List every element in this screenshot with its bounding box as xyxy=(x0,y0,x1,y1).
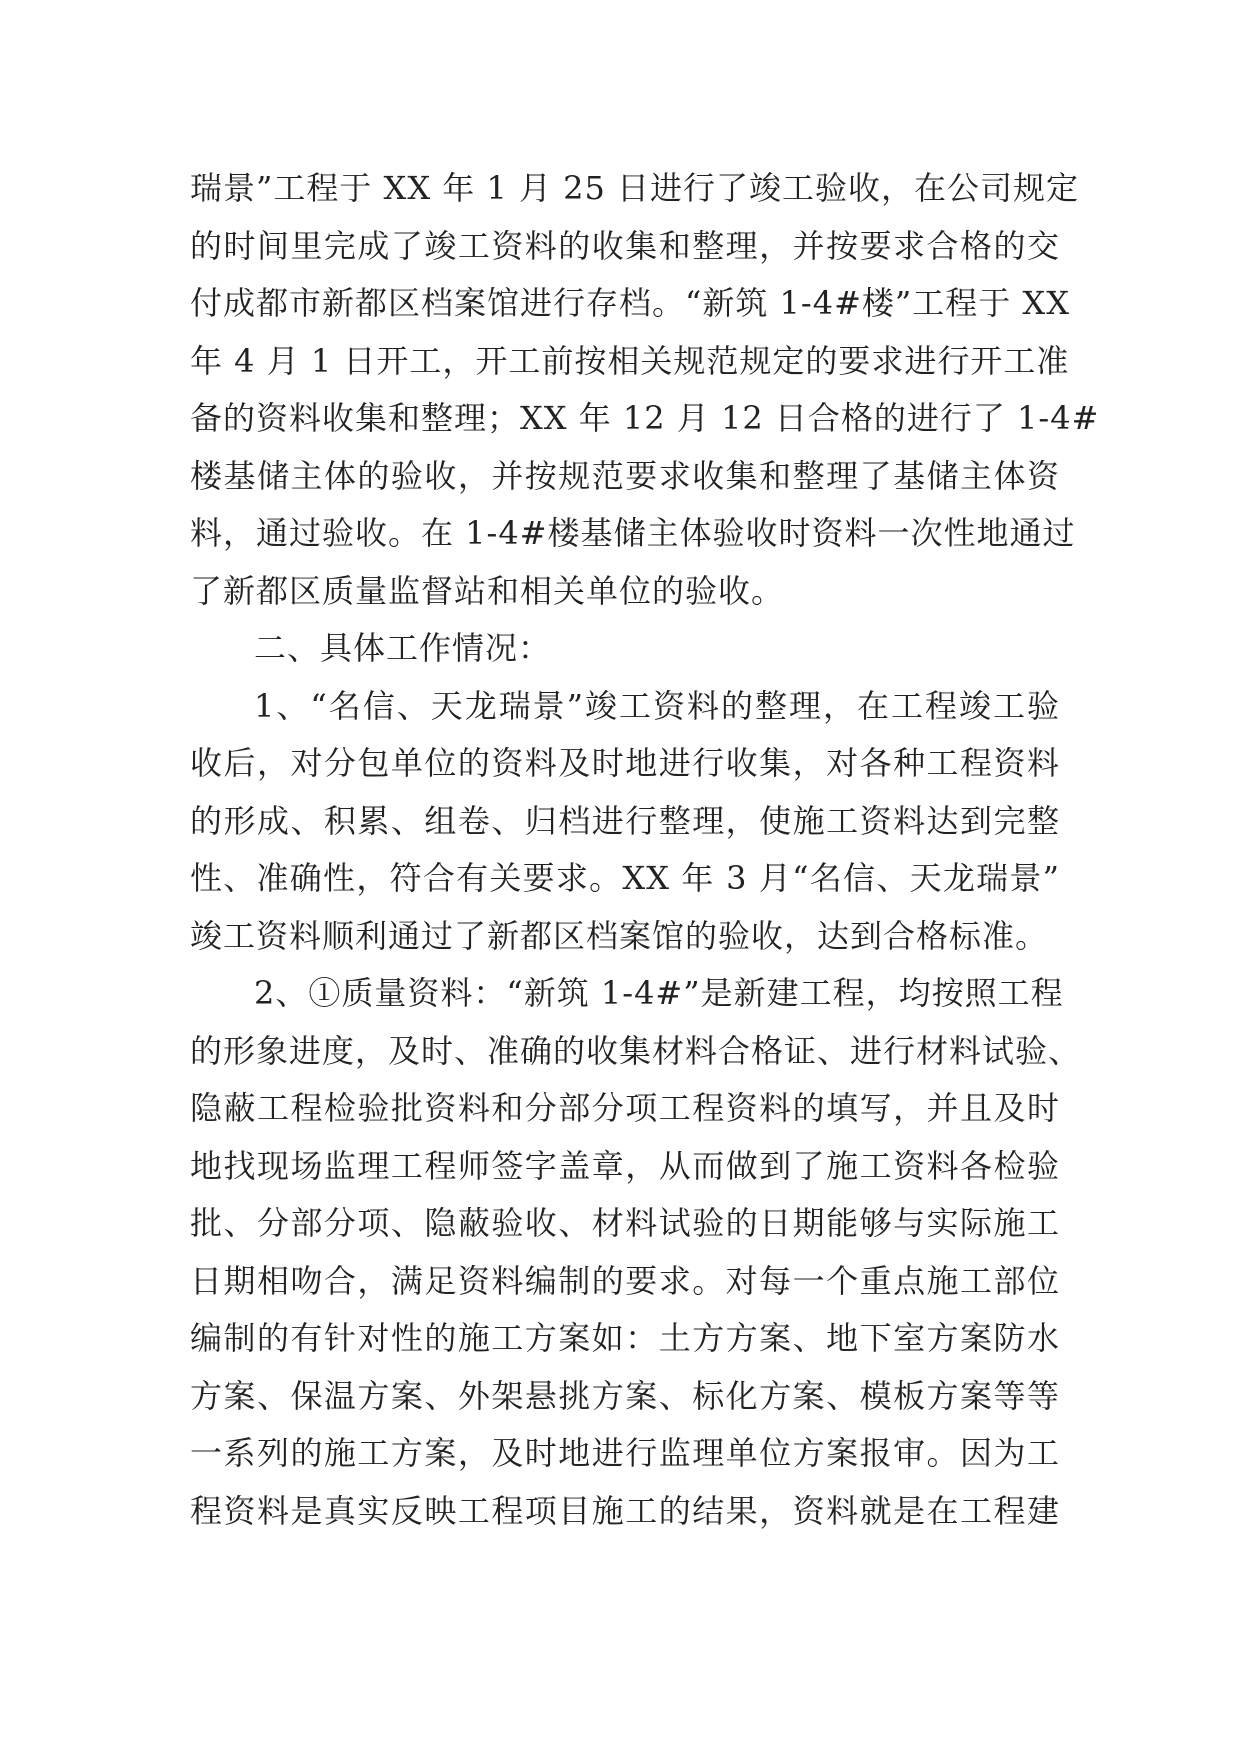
text-line: 地找现场监理工程师签字盖章，从而做到了施工资料各检验 xyxy=(190,1146,1060,1185)
text-line: 料，通过验收。在 1-4#楼基储主体验收时资料一次性地通过 xyxy=(190,514,1076,552)
text-line: 性、准确性，符合有关要求。XX 年 3 月“名信、天龙瑞景” xyxy=(190,859,1060,897)
text-line: 的形象进度，及时、准确的收集材料合格证、进行材料试验、 xyxy=(190,1031,1082,1070)
text-line: 竣工资料顺利通过了新都区档案馆的验收，达到合格标准。 xyxy=(190,916,1049,955)
document-body xyxy=(190,160,1100,1540)
text-line: 一系列的施工方案，及时地进行监理单位方案报审。因为工 xyxy=(190,1434,1060,1472)
text-line: 收后，对分包单位的资料及时地进行收集，对各种工程资料 xyxy=(190,744,1060,782)
text-line: 瑞景”工程于 XX 年 1 月 25 日进行了竣工验收，在公司规定 xyxy=(190,169,1080,207)
text-line: 二、具体工作情况： xyxy=(254,629,552,667)
text-line: 编制的有针对性的施工方案如：土方方案、地下室方案防水 xyxy=(190,1319,1060,1357)
text-line: 备的资料收集和整理；XX 年 12 月 12 日合格的进行了 1-4# xyxy=(190,399,1100,437)
text-line: 隐蔽工程检验批资料和分部分项工程资料的填写，并且及时 xyxy=(190,1089,1060,1127)
text-line: 批、分部分项、隐蔽验收、材料试验的日期能够与实际施工 xyxy=(190,1204,1060,1242)
text-line: 方案、保温方案、外架悬挑方案、标化方案、模板方案等等 xyxy=(190,1376,1060,1415)
text-line: 年 4 月 1 日开工，开工前按相关规范规定的要求进行开工准 xyxy=(190,341,1070,380)
text-line: 的时间里完成了竣工资料的收集和整理，并按要求合格的交 xyxy=(190,226,1060,265)
text-line: 的形成、积累、组卷、归档进行整理，使施工资料达到完整 xyxy=(190,801,1060,840)
text-line: 程资料是真实反映工程项目施工的结果，资料就是在工程建 xyxy=(190,1491,1060,1530)
text-line: 楼基储主体的验收，并按规范要求收集和整理了基储主体资 xyxy=(190,456,1060,495)
text-line: 日期相吻合，满足资料编制的要求。对每一个重点施工部位 xyxy=(190,1261,1060,1300)
text-line: 了新都区质量监督站和相关单位的验收。 xyxy=(190,571,785,610)
text-line: 1、“名信、天龙瑞景”竣工资料的整理，在工程竣工验 xyxy=(254,686,1060,725)
text-line: 付成都市新都区档案馆进行存档。“新筑 1-4#楼”工程于 XX xyxy=(190,284,1070,322)
text-line: 2、①质量资料：“新筑 1-4#”是新建工程，均按照工程 xyxy=(254,974,1064,1012)
